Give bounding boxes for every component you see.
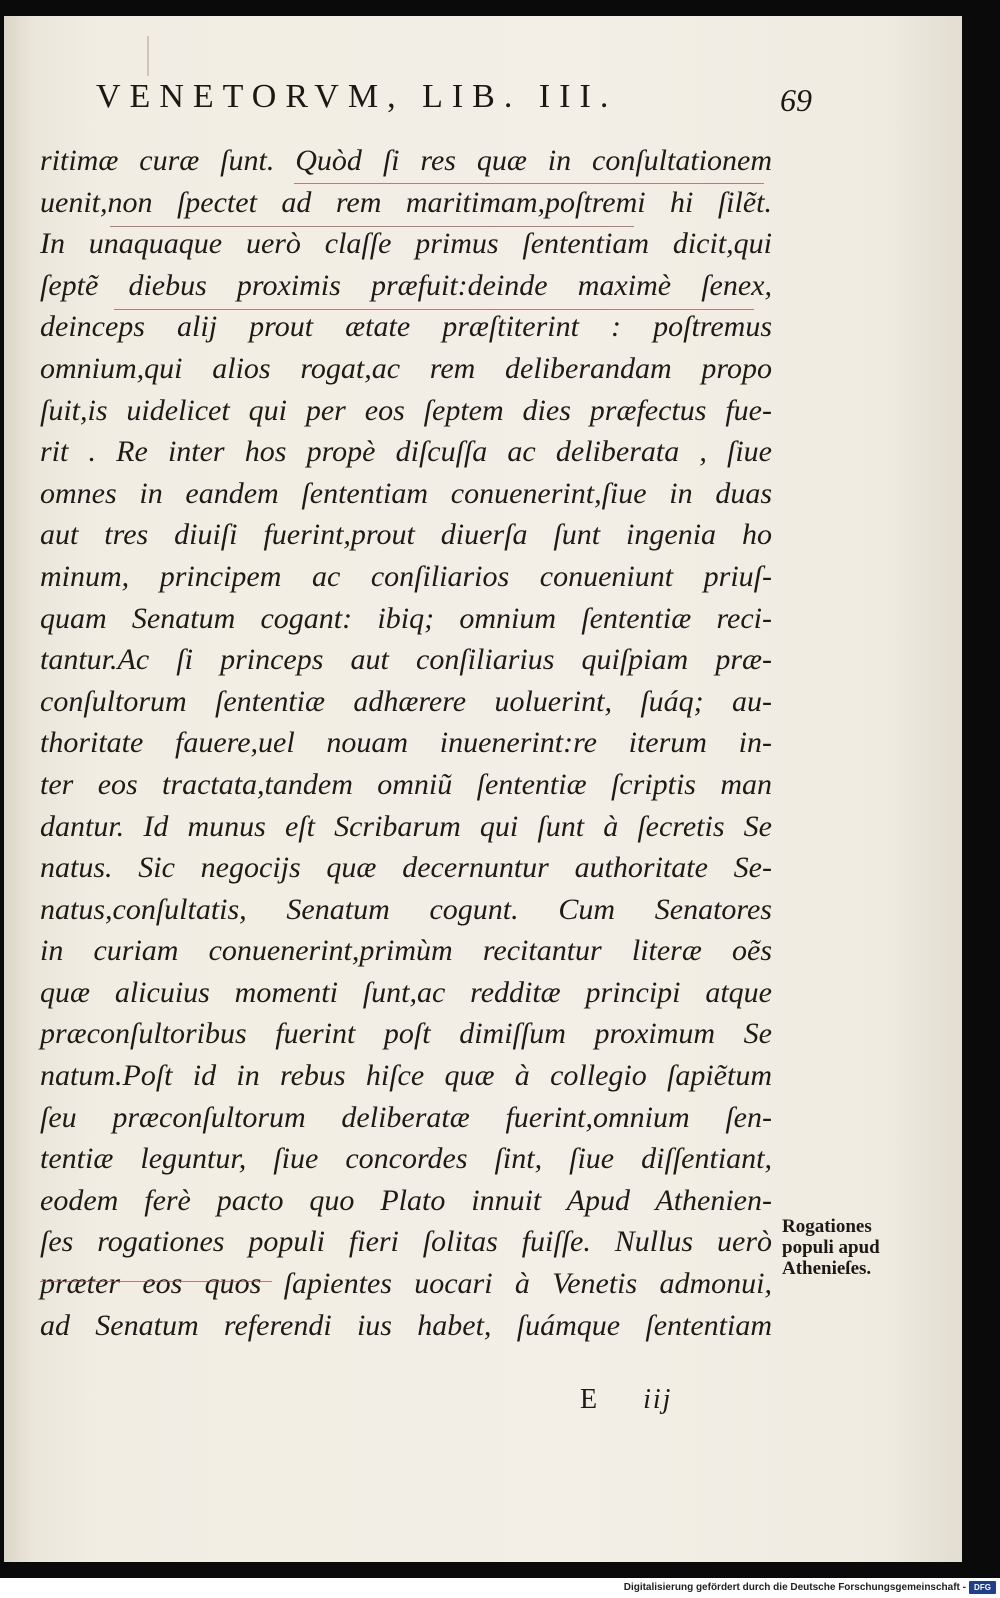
folio-number: 69 [780, 82, 812, 118]
text-line: præconſultoribus fuerint poſt dimiſſum proximum Se [40, 1017, 772, 1051]
text-line: eodem ferè pacto quo Plato innuit Apud Athenien- [40, 1183, 772, 1217]
signature-letter: E [580, 1384, 600, 1415]
marginal-note-line: Athenieſes. [782, 1258, 872, 1279]
text-line: minum, principem ac conſiliarios conueniunt priuſ- [40, 559, 772, 593]
text-line: conſultorum ſententiæ adhærere uoluerint, ſuáq; au- [40, 684, 772, 718]
text-line: ſuit,is uidelicet qui per eos ſeptem dies præfectus fue- [40, 393, 772, 427]
text-line: dantur. Id munus eſt Scribarum qui ſunt à ſecretis Se [40, 809, 772, 843]
reader-underline [40, 1281, 272, 1282]
bleed-mark [147, 36, 149, 76]
reader-underline [294, 183, 764, 184]
body-text [40, 140, 772, 1346]
text-line: in curiam conuenerint,primùm recitantur literæ oẽs [40, 934, 772, 968]
text-line: In unaquaque uerò claſſe primus ſententiam dicit,qui [40, 227, 772, 261]
text-line: omnes in eandem ſententiam conuenerint,ſiue in duas [40, 476, 772, 510]
footer-credit: Digitalisierung gefördert durch die Deutsche Forschungsgemeinschaft - [623, 1582, 966, 1593]
text-line: omnium,qui alios rogat,ac rem deliberandam propo [40, 351, 772, 385]
text-line: natum.Poſt id in rebus hiſce quæ à collegio ſapiẽtum [40, 1059, 772, 1093]
text-line: quæ alicuius momenti ſunt,ac redditæ principi atque [40, 975, 772, 1009]
text-line: natus. Sic negocijs quæ decernuntur authoritate Se- [40, 851, 772, 885]
text-line: ſeptẽ diebus proximis præfuit:deinde maximè ſenex, [40, 268, 772, 302]
text-line: ſeu præconſultorum deliberatæ fuerint,omnium ſen- [40, 1100, 772, 1134]
signature-numeral: iij [643, 1384, 673, 1415]
signature-mark [580, 1384, 672, 1416]
reader-underline [110, 226, 634, 227]
text-line: natus,conſultatis, Senatum cogunt. Cum Senatores [40, 892, 772, 926]
text-line: præter eos quos ſapientes uocari à Venetis admonui, [40, 1267, 772, 1301]
dfg-logo: DFG [969, 1581, 996, 1594]
marginal-note-line: Rogationes [782, 1216, 872, 1237]
text-line: tantur.Ac ſi princeps aut conſiliarius quiſpiam præ- [40, 643, 772, 677]
text-line: ad Senatum referendi ius habet, ſuámque ſententiam [40, 1308, 772, 1342]
text-line: ter eos tractata,tandem omniũ ſententiæ ſcriptis man [40, 767, 772, 801]
book-page [4, 16, 962, 1562]
text-line: rit . Re inter hos propè diſcuſſa ac deliberata , ſiue [40, 435, 772, 469]
text-line: deinceps alij prout ætate præſtiterint : poſtremus [40, 310, 772, 344]
running-title: VENETORVM, LIB. III. [96, 78, 618, 115]
marginal-note [782, 1216, 922, 1279]
text-line: ſes rogationes populi fieri ſolitas fuiſſe. Nullus uerò [40, 1225, 772, 1259]
reader-underline [114, 309, 754, 310]
text-line: uenit,non ſpectet ad rem maritimam,poſtremi hi ſilẽt. [40, 185, 772, 219]
text-line: quam Senatum cogant: ibiq; omnium ſententiæ reci- [40, 601, 772, 635]
text-line: tentiæ leguntur, ſiue concordes ſint, ſiue diſſentiant, [40, 1142, 772, 1176]
text-line: ritimæ curæ ſunt. Quòd ſi res quæ in conſultationem [40, 144, 772, 177]
text-line: thoritate fauere,uel nouam inuenerint:re iterum in- [40, 726, 772, 760]
marginal-note-line: populi apud [782, 1237, 880, 1258]
text-line: aut tres diuiſi fuerint,prout diuerſa ſunt ingenia ho [40, 518, 772, 552]
